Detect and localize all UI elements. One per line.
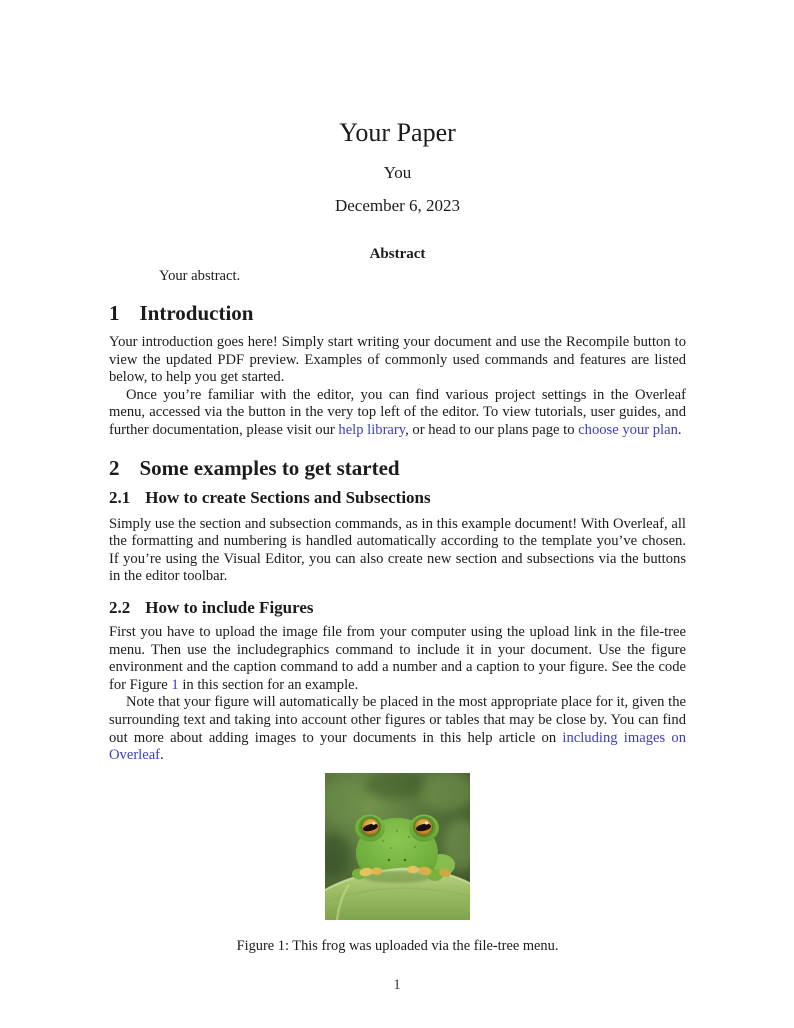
section-1-heading: [109, 301, 686, 326]
subsection-2-1-heading: [109, 488, 686, 508]
frog-image: [325, 773, 470, 920]
figure-caption: Figure 1: This frog was uploaded via the file-tree menu.: [236, 937, 559, 954]
paragraph-text: Once you’re familiar with the editor, you can find various project settings in the Overleaf menu, accessed via the button in the very top left of the editor. To view tutorials, user guides, and further documentation, please visit our: [109, 386, 686, 438]
subsection-title: How to include Figures: [145, 597, 314, 617]
abstract-text: Your abstract.: [159, 268, 241, 284]
paper-title: Your Paper: [339, 118, 456, 147]
section-title: Introduction: [139, 301, 254, 325]
section-2-heading: [109, 456, 686, 481]
sections-paragraph: Simply use the section and subsection commands, as in this example document! With Overleaf, all the formatting and numbering is handled automatically according to the template you’ve chosen. If you’re using the Visual Editor, you can also create new section and subsections via the buttons in the editor toolbar.: [109, 515, 686, 585]
paragraph-text: .: [677, 421, 682, 438]
figures-paragraph-2: [109, 694, 686, 764]
paragraph-text: First you have to upload the image file from your computer using the upload link in the file-tree menu. Then use the includegraphics command to include it in your document. Use the figure environment and the caption command to add a number and a caption to your figure. See the code for Figure: [109, 623, 686, 693]
section-title: Some examples to get started: [139, 455, 400, 480]
figures-paragraph-1: [109, 624, 686, 694]
choose-your-plan-link[interactable]: choose your plan: [578, 421, 678, 438]
paragraph-text: , or head to our plans page to: [405, 421, 579, 438]
subsection-number: 2.1: [109, 487, 131, 507]
intro-paragraph-2: [109, 387, 686, 440]
paper-date: December 6, 2023: [334, 196, 461, 215]
figure-1-reference-link[interactable]: 1: [171, 676, 179, 693]
intro-paragraph-1: Your introduction goes here! Simply start writing your document and use the Recompile button to view the updated PDF preview. Examples of commonly used commands and features are listed below, to help you get started.: [109, 334, 686, 386]
abstract-heading: Abstract: [369, 246, 426, 262]
subsection-number: 2.2: [109, 597, 131, 617]
section-number: 1: [109, 301, 120, 325]
figure-1: [109, 773, 686, 955]
help-library-link[interactable]: help library: [338, 421, 406, 438]
subsection-title: How to create Sections and Subsections: [145, 487, 431, 507]
paragraph-text: .: [160, 747, 164, 764]
frog-photo: [325, 773, 470, 920]
paper-author: You: [383, 163, 412, 182]
paragraph-text: Note that your figure will automatically be placed in the most appropriate place for it, given the surrounding text and taking into account other figures or tables that may be close by. You can find out more about adding images to your documents in this help article on: [109, 694, 686, 746]
page-number: 1: [393, 977, 401, 993]
including-images-link[interactable]: including images on Overleaf: [109, 729, 686, 764]
subsection-2-2-heading: [109, 598, 686, 618]
paragraph-text: in this section for an example.: [178, 676, 359, 693]
document-body: [109, 0, 686, 955]
section-number: 2: [109, 455, 120, 480]
